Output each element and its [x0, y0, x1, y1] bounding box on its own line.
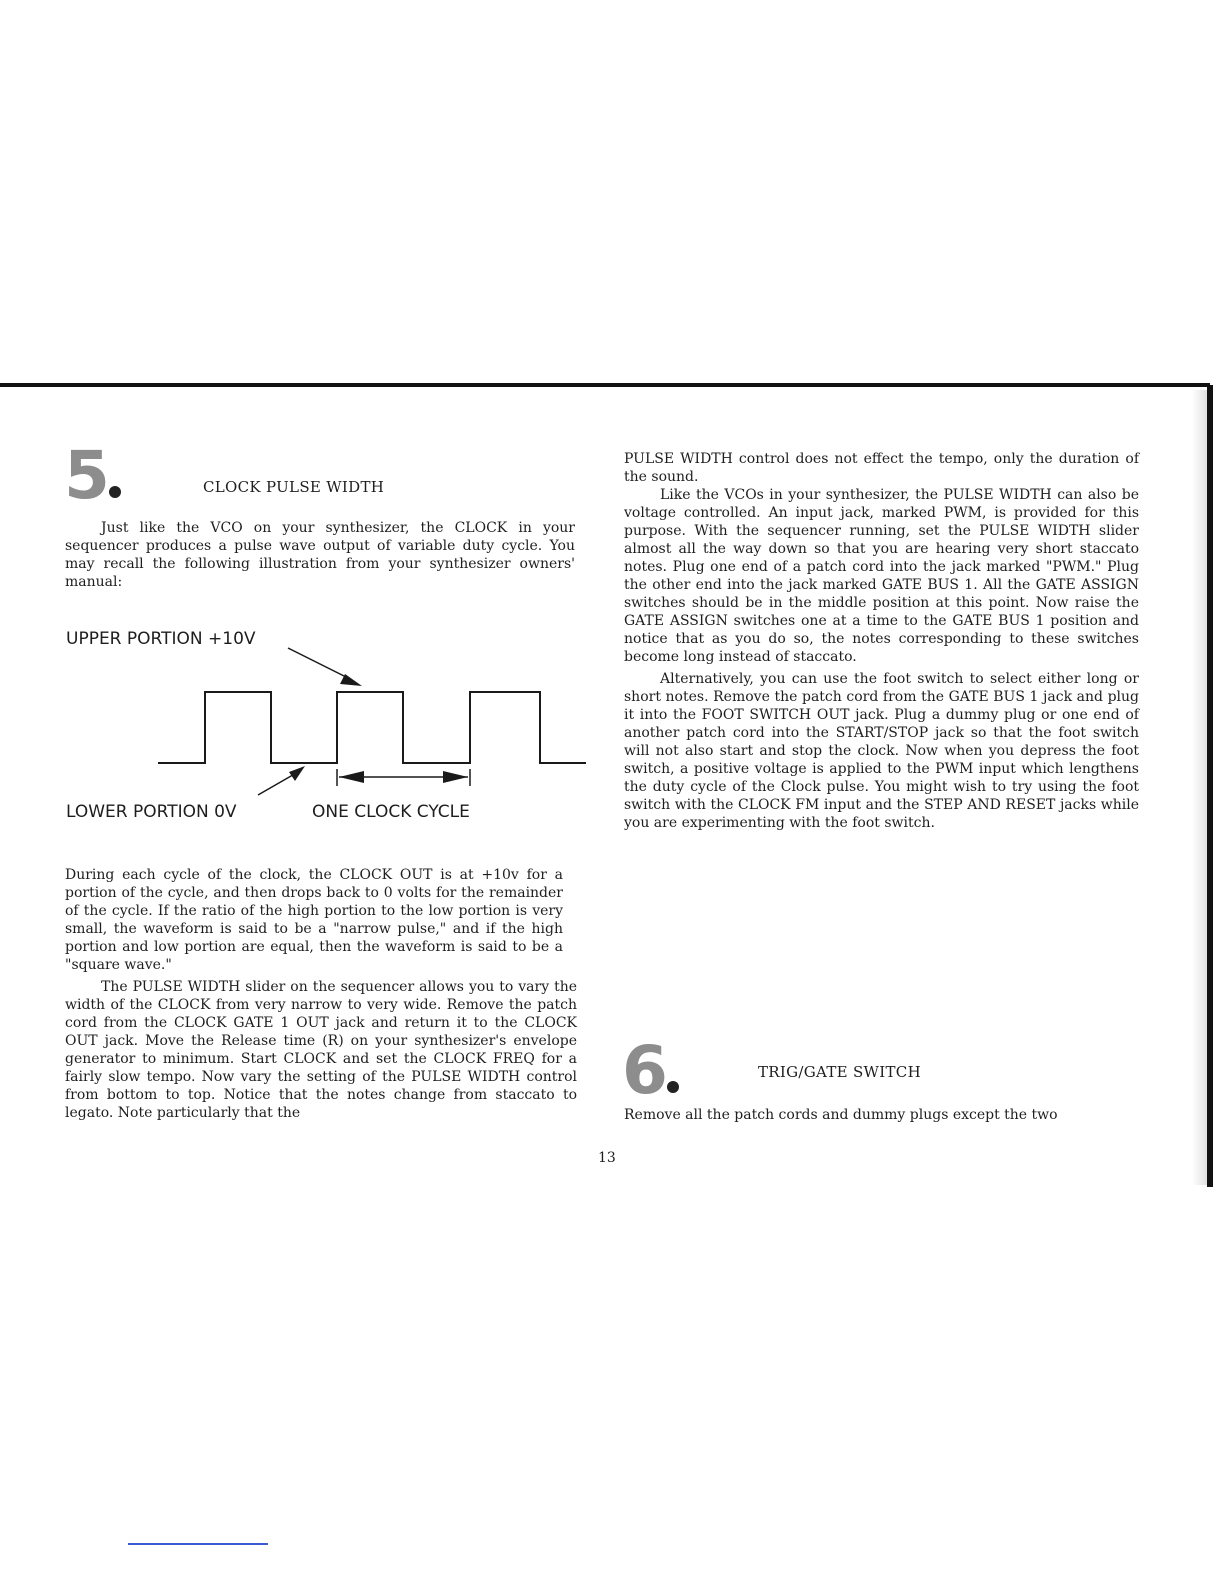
section-title-clock-pulse-width: CLOCK PULSE WIDTH: [203, 478, 385, 496]
page-number: 13: [598, 1150, 616, 1166]
right-paragraph-3: Alternatively, you can use the foot switch to select either long or short notes. Remove the patch cord from the GATE BUS 1 jack and plug it into the FOOT SWITCH OUT jack. Plug a dummy plug or one end of another patch cord into the START/STOP jack so that the foot switch will not also start and stop the clock. Now when you depress the foot switch, a positive voltage is applied to the PWM input which lengthens the duty cycle of the Clock pulse. You might wish to try using the foot switch with the CLOCK FM input and the STEP AND RESET jacks while you are experimenting with the foot switch.: [624, 671, 1139, 831]
section-number-dot: [109, 486, 121, 498]
bottom-underline: [128, 1543, 268, 1545]
pulse-wave-diagram: [0, 620, 620, 830]
left-paragraph-1: During each cycle of the clock, the CLOCK OUT is at +10v for a portion of the cycle, and then drops back to 0 volts for the remainder of the cycle. If the ratio of the high portion to the low portion is very small, the waveform is said to be a "narrow pulse," and if the high portion and low portion are equal, then the waveform is said to be a "square wave.": [65, 867, 563, 973]
lower-portion-arrowhead: [289, 766, 305, 781]
upper-portion-arrow-line: [288, 648, 352, 680]
intro-paragraph: Just like the VCO on your synthesizer, the CLOCK in your sequencer produces a pulse wave output of variable duty cycle. You may recall the following illustration from your synthesizer owners' manual:: [65, 520, 575, 590]
left-paragraph-2: The PULSE WIDTH slider on the sequencer allows you to vary the width of the CLOCK from very narrow to very wide. Remove the patch cord from the CLOCK GATE 1 OUT jack and return it to the CLOCK OUT jack. Move the Release time (R) on your synthesizer's envelope generator to minimum. Start CLOCK and set the CLOCK FREQ for a fairly slow tempo. Now vary the setting of the PULSE WIDTH control from bottom to top. Notice that the notes change from staccato to legato. Note particularly that the: [65, 979, 577, 1121]
section-number-5: 5: [64, 443, 121, 509]
right-paragraph-4: Remove all the patch cords and dummy plugs except the two: [624, 1107, 1058, 1123]
page-right-edge: [1207, 385, 1213, 1187]
section-number-dot: [667, 1081, 679, 1093]
upper-portion-label: UPPER PORTION +10V: [66, 629, 256, 649]
section-title-trig-gate-switch: TRIG/GATE SWITCH: [758, 1063, 921, 1081]
pulse-waveform: [158, 692, 586, 763]
page-top-rule: [0, 383, 1210, 387]
cycle-right-arrowhead: [443, 771, 468, 783]
one-clock-cycle-label: ONE CLOCK CYCLE: [312, 802, 470, 822]
right-paragraph-2: Like the VCOs in your synthesizer, the PULSE WIDTH can also be voltage controlled. An input jack, marked PWM, is provided for this purpose. With the sequencer running, set the PULSE WIDTH slider almost all the way down so that you are hearing very short staccato notes. Plug one end of a patch cord into the jack marked "PWM." Plug the other end into the jack marked GATE BUS 1. All the GATE ASSIGN switches should be in the middle position at this point. Now raise the GATE ASSIGN switches one at a time to the GATE BUS 1 position and notice that as you do so, the notes corresponding to these switches become long instead of staccato.: [624, 487, 1139, 665]
lower-portion-label: LOWER PORTION 0V: [66, 802, 237, 822]
cycle-left-arrowhead: [339, 771, 364, 783]
right-paragraph-1: PULSE WIDTH control does not effect the tempo, only the duration of the sound.: [624, 451, 1139, 485]
section-number-6: 6: [622, 1038, 679, 1104]
page-right-shadow: [1192, 390, 1207, 1185]
